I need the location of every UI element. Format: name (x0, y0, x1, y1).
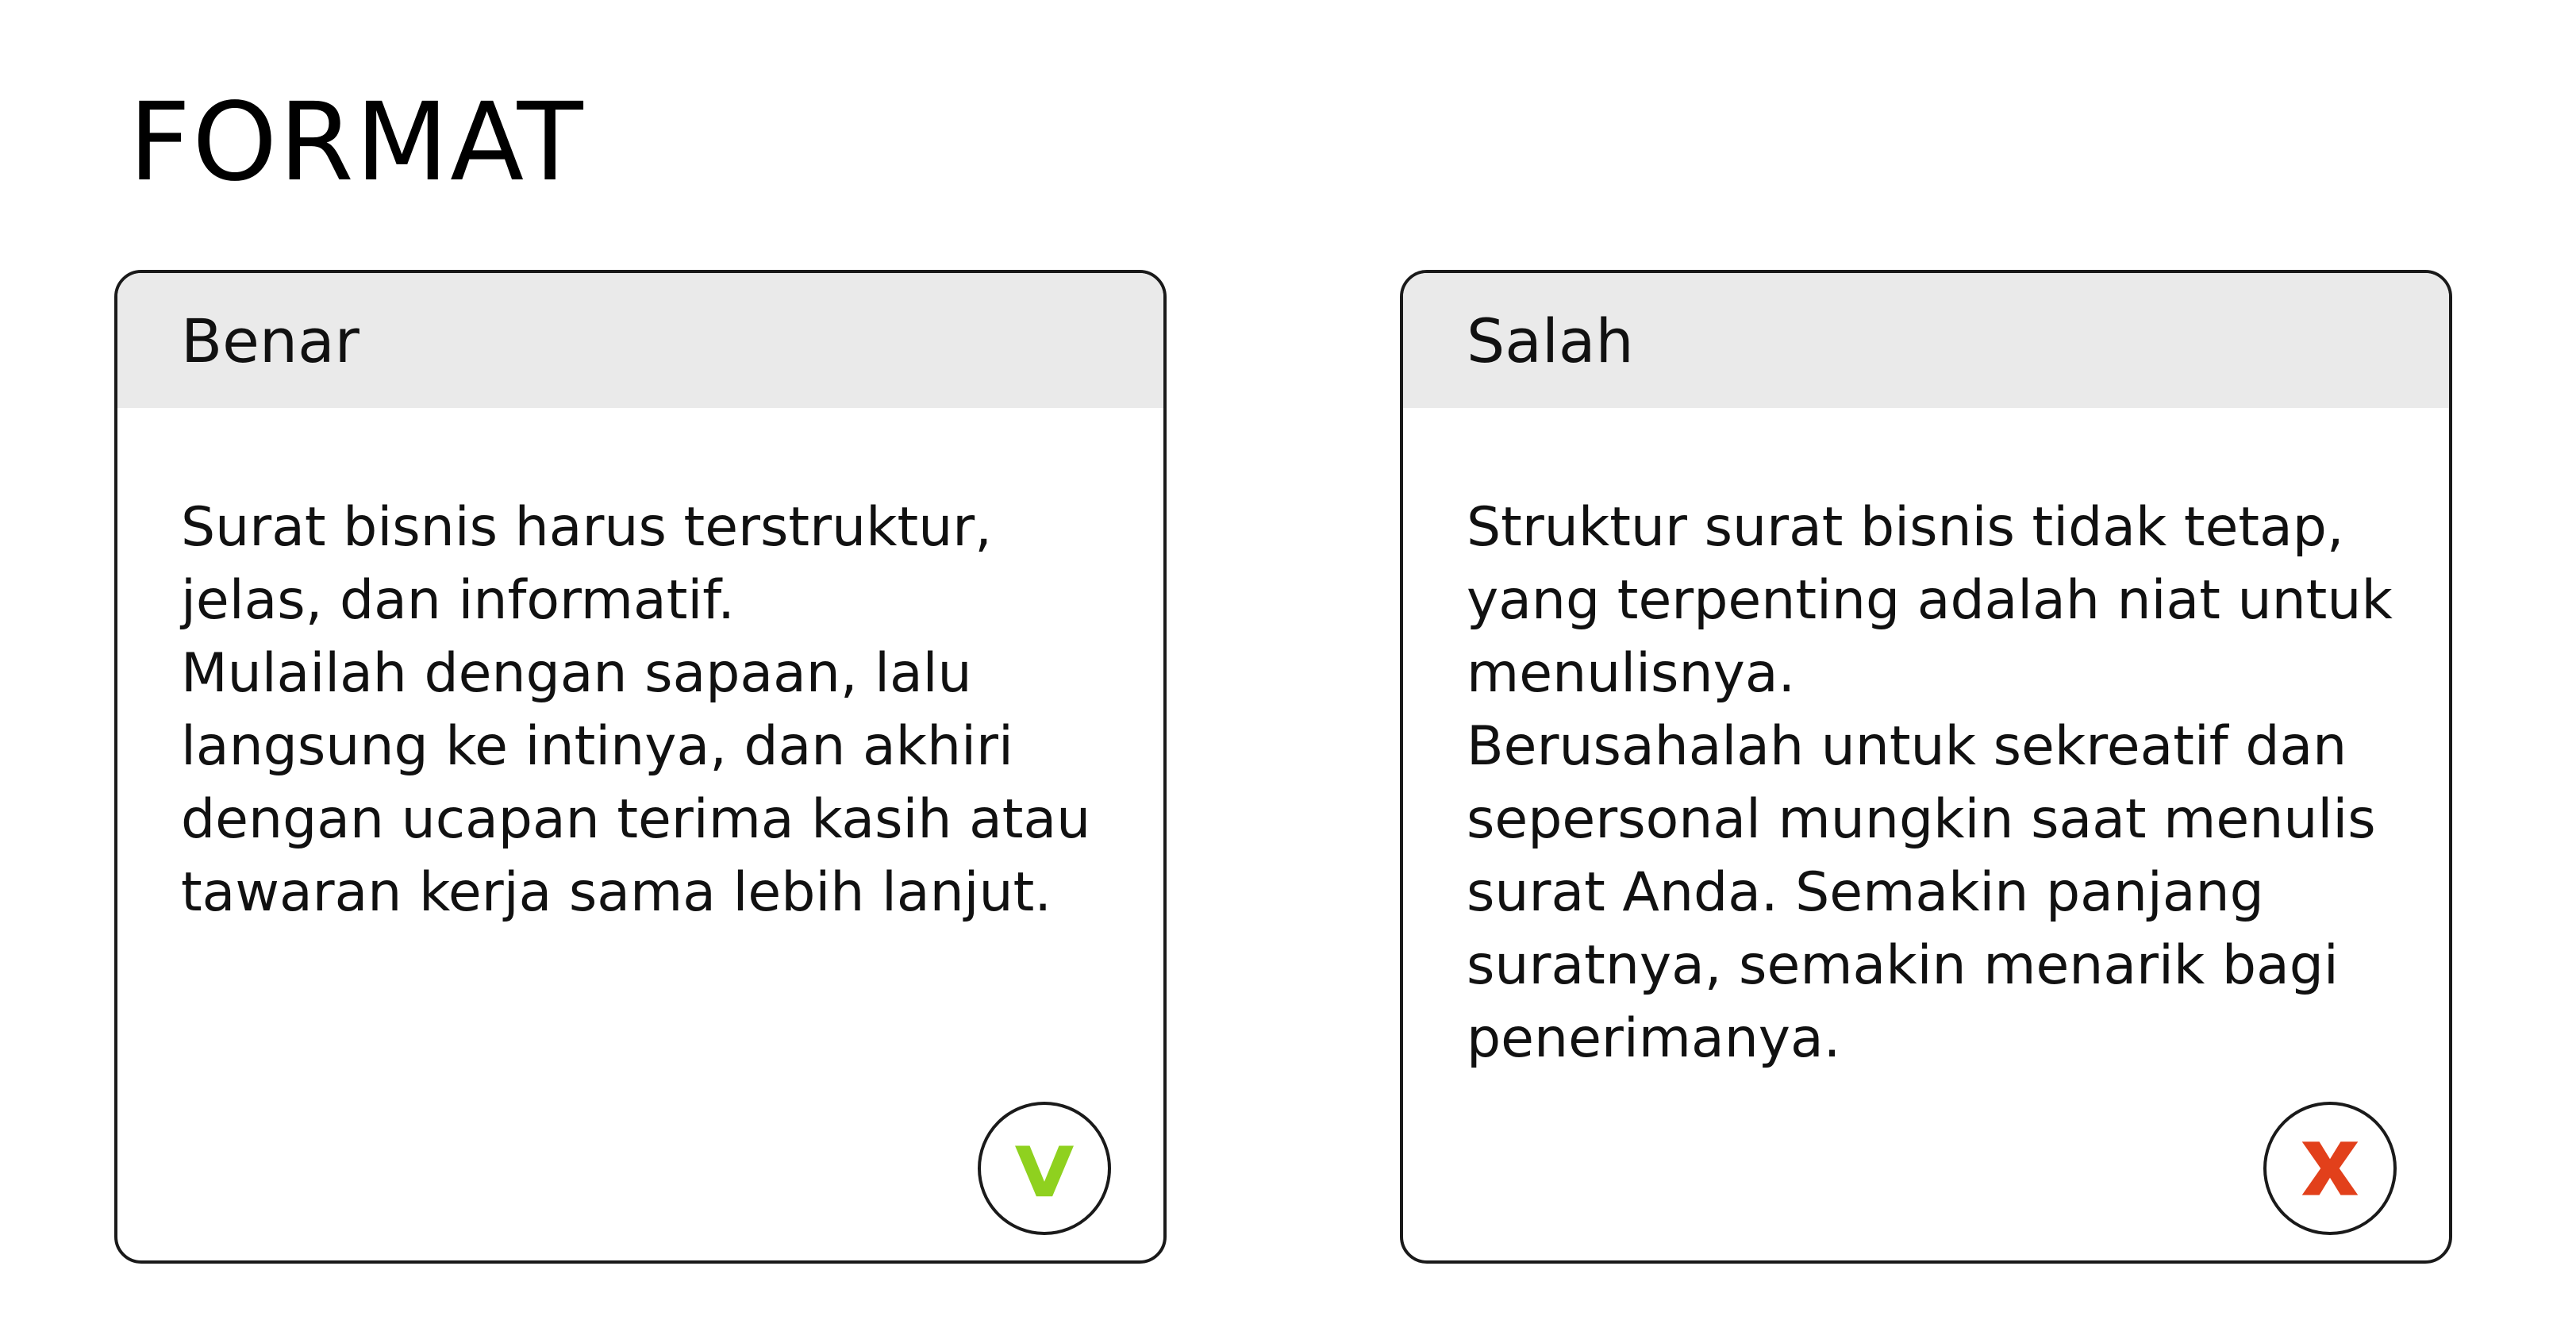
card-paragraph: Mulailah dengan sapaan, lalu langsung ke intinya, dan akhiri dengan ucapan terima kasih atau tawaran kerja sama lebih lanjut. (181, 642, 1091, 924)
correct-example-card (114, 270, 1167, 1264)
cross-badge (2263, 1102, 2397, 1235)
card-header-label: Benar (181, 305, 359, 376)
incorrect-example-card (1400, 270, 2452, 1264)
cross-icon (2297, 1135, 2363, 1202)
card-paragraph: Berusahalah untuk sekreatif dan sepersonal mungkin saat menulis surat Anda. Semakin panjang suratnya, semakin menarik bagi penerimanya. (1467, 715, 2376, 1070)
card-header (1403, 273, 2449, 408)
card-body (1467, 491, 2411, 1076)
check-badge (978, 1102, 1111, 1235)
check-icon (1011, 1135, 1078, 1202)
card-paragraph: Struktur surat bisnis tidak tetap, yang terpenting adalah niat untuk menulisnya. (1467, 496, 2393, 705)
card-header (117, 273, 1163, 408)
page-title: FORMAT (129, 80, 585, 206)
card-body (181, 491, 1125, 929)
card-paragraph: Surat bisnis harus terstruktur, jelas, dan informatif. (181, 496, 992, 632)
card-header-label: Salah (1467, 305, 1634, 376)
